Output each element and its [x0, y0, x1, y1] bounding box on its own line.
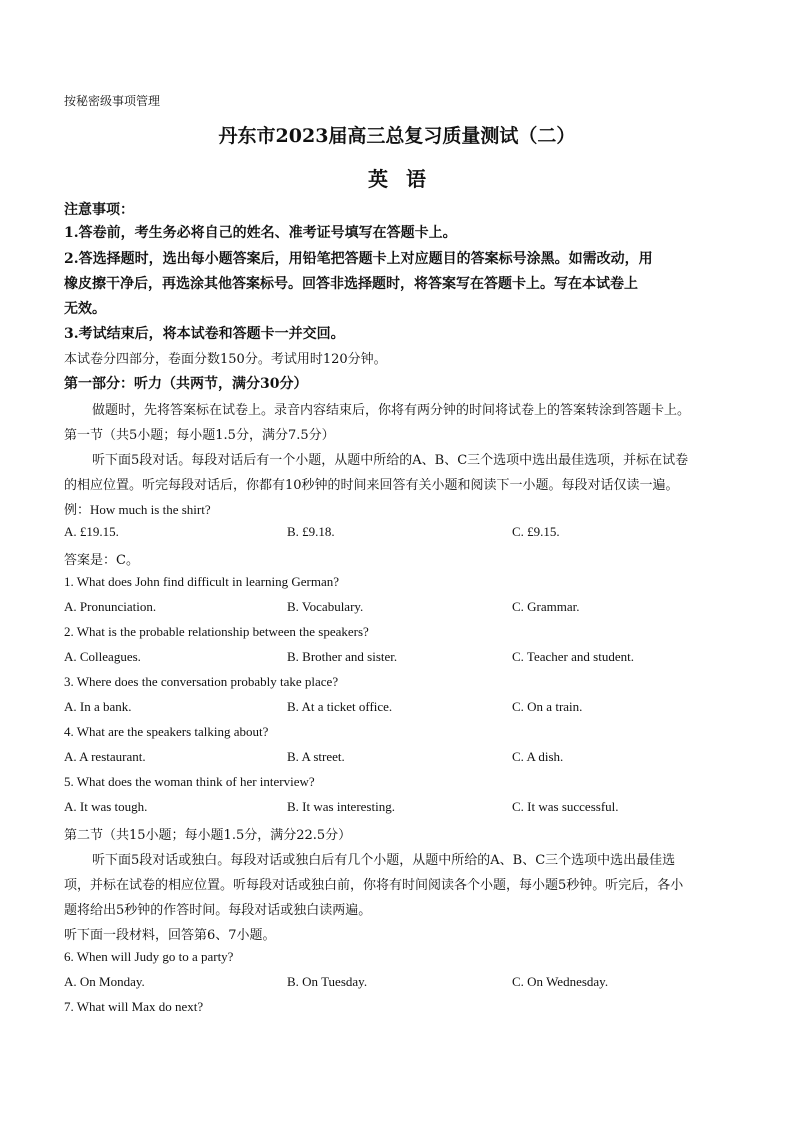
question-3: 3. Where does the conversation probably take place? — [64, 674, 339, 689]
confidentiality-note: 按秘密级事项管理 — [64, 94, 161, 108]
example-answer: 答案是：C。 — [64, 553, 139, 568]
question-5-option-b: B. It was interesting. — [287, 799, 395, 814]
exam-title: 丹东市2023届高三总复习质量测试（二） — [218, 125, 576, 147]
example-option-a: A. £19.15. — [64, 524, 119, 539]
question-2-option-c: C. Teacher and student. — [512, 649, 634, 664]
notice-item-2-line3: 无效。 — [64, 301, 106, 317]
subject-title: 英语 — [368, 167, 444, 191]
question-1-option-c: C. Grammar. — [512, 599, 580, 614]
material-1-instruction: 听下面一段材料，回答第6、7小题。 — [64, 928, 276, 943]
question-1: 1. What does John find difficult in learning German? — [64, 574, 339, 589]
notice-item-1: 1.答卷前，考生务必将自己的姓名、准考证号填写在答题卡上。 — [64, 225, 457, 241]
question-7: 7. What will Max do next? — [64, 999, 204, 1014]
section1-instructions-line1: 听下面5段对话。每段对话后有一个小题，从题中所给的A、B、C三个选项中选出最佳选项，并标在试卷 — [92, 453, 689, 468]
question-6-option-c: C. On Wednesday. — [512, 974, 609, 989]
question-4-option-c: C. A dish. — [512, 749, 564, 764]
notice-item-2-line2: 橡皮擦干净后，再选涂其他答案标号。回答非选择题时，将答案写在答题卡上。写在本试卷上 — [64, 276, 638, 292]
exam-info: 本试卷分四部分，卷面分数150分。考试用时120分钟。 — [64, 352, 387, 367]
part1-heading: 第一部分：听力（共两节，满分30分） — [64, 376, 308, 392]
part1-intro: 做题时，先将答案标在试卷上。录音内容结束后，你将有两分钟的时间将试卷上的答案转涂到答题卡上。 — [92, 403, 691, 418]
example-option-c: C. £9.15. — [512, 524, 560, 539]
notice-item-3: 3.考试结束后，将本试卷和答题卡一并交回。 — [64, 326, 345, 342]
question-2-option-a: A. Colleagues. — [64, 649, 141, 664]
question-6-option-b: B. On Tuesday. — [287, 974, 368, 989]
question-5-option-c: C. It was successful. — [512, 799, 619, 814]
question-4-option-a: A. A restaurant. — [64, 749, 146, 764]
question-2-option-b: B. Brother and sister. — [287, 649, 398, 664]
question-3-option-a: A. In a bank. — [64, 699, 132, 714]
section2-instructions-line1: 听下面5段对话或独白。每段对话或独白后有几个小题，从题中所给的A、B、C三个选项中选出最佳选 — [92, 853, 676, 868]
question-4: 4. What are the speakers talking about? — [64, 724, 269, 739]
question-4-option-b: B. A street. — [287, 749, 345, 764]
example-question: 例：How much is the shirt? — [64, 502, 211, 517]
question-6: 6. When will Judy go to a party? — [64, 949, 234, 964]
section2-instructions-line3: 题将给出5秒钟的作答时间。每段对话或独白读两遍。 — [64, 903, 372, 918]
question-5-option-a: A. It was tough. — [64, 799, 148, 814]
section1-heading: 第一节（共5小题；每小题1.5分，满分7.5分） — [64, 428, 335, 443]
question-2: 2. What is the probable relationship between the speakers? — [64, 624, 369, 639]
question-5: 5. What does the woman think of her interview? — [64, 774, 315, 789]
question-1-option-a: A. Pronunciation. — [64, 599, 157, 614]
question-3-option-b: B. At a ticket office. — [287, 699, 393, 714]
notice-item-2-line1: 2.答选择题时，选出每小题答案后，用铅笔把答题卡上对应题目的答案标号涂黑。如需改动，用 — [64, 251, 653, 267]
section2-heading: 第二节（共15小题；每小题1.5分，满分22.5分） — [64, 828, 352, 843]
notice-heading: 注意事项： — [64, 202, 134, 218]
section1-instructions-line2: 的相应位置。听完每段对话后，你都有10秒钟的时间来回答有关小题和阅读下一小题。每段对话仅读一遍。 — [64, 478, 679, 493]
question-3-option-c: C. On a train. — [512, 699, 583, 714]
section2-instructions-line2: 项，并标在试卷的相应位置。听每段对话或独白前，你将有时间阅读各个小题，每小题5秒钟。听完后，各小 — [64, 878, 684, 893]
question-6-option-a: A. On Monday. — [64, 974, 145, 989]
example-option-b: B. £9.18. — [287, 524, 335, 539]
question-1-option-b: B. Vocabulary. — [287, 599, 364, 614]
